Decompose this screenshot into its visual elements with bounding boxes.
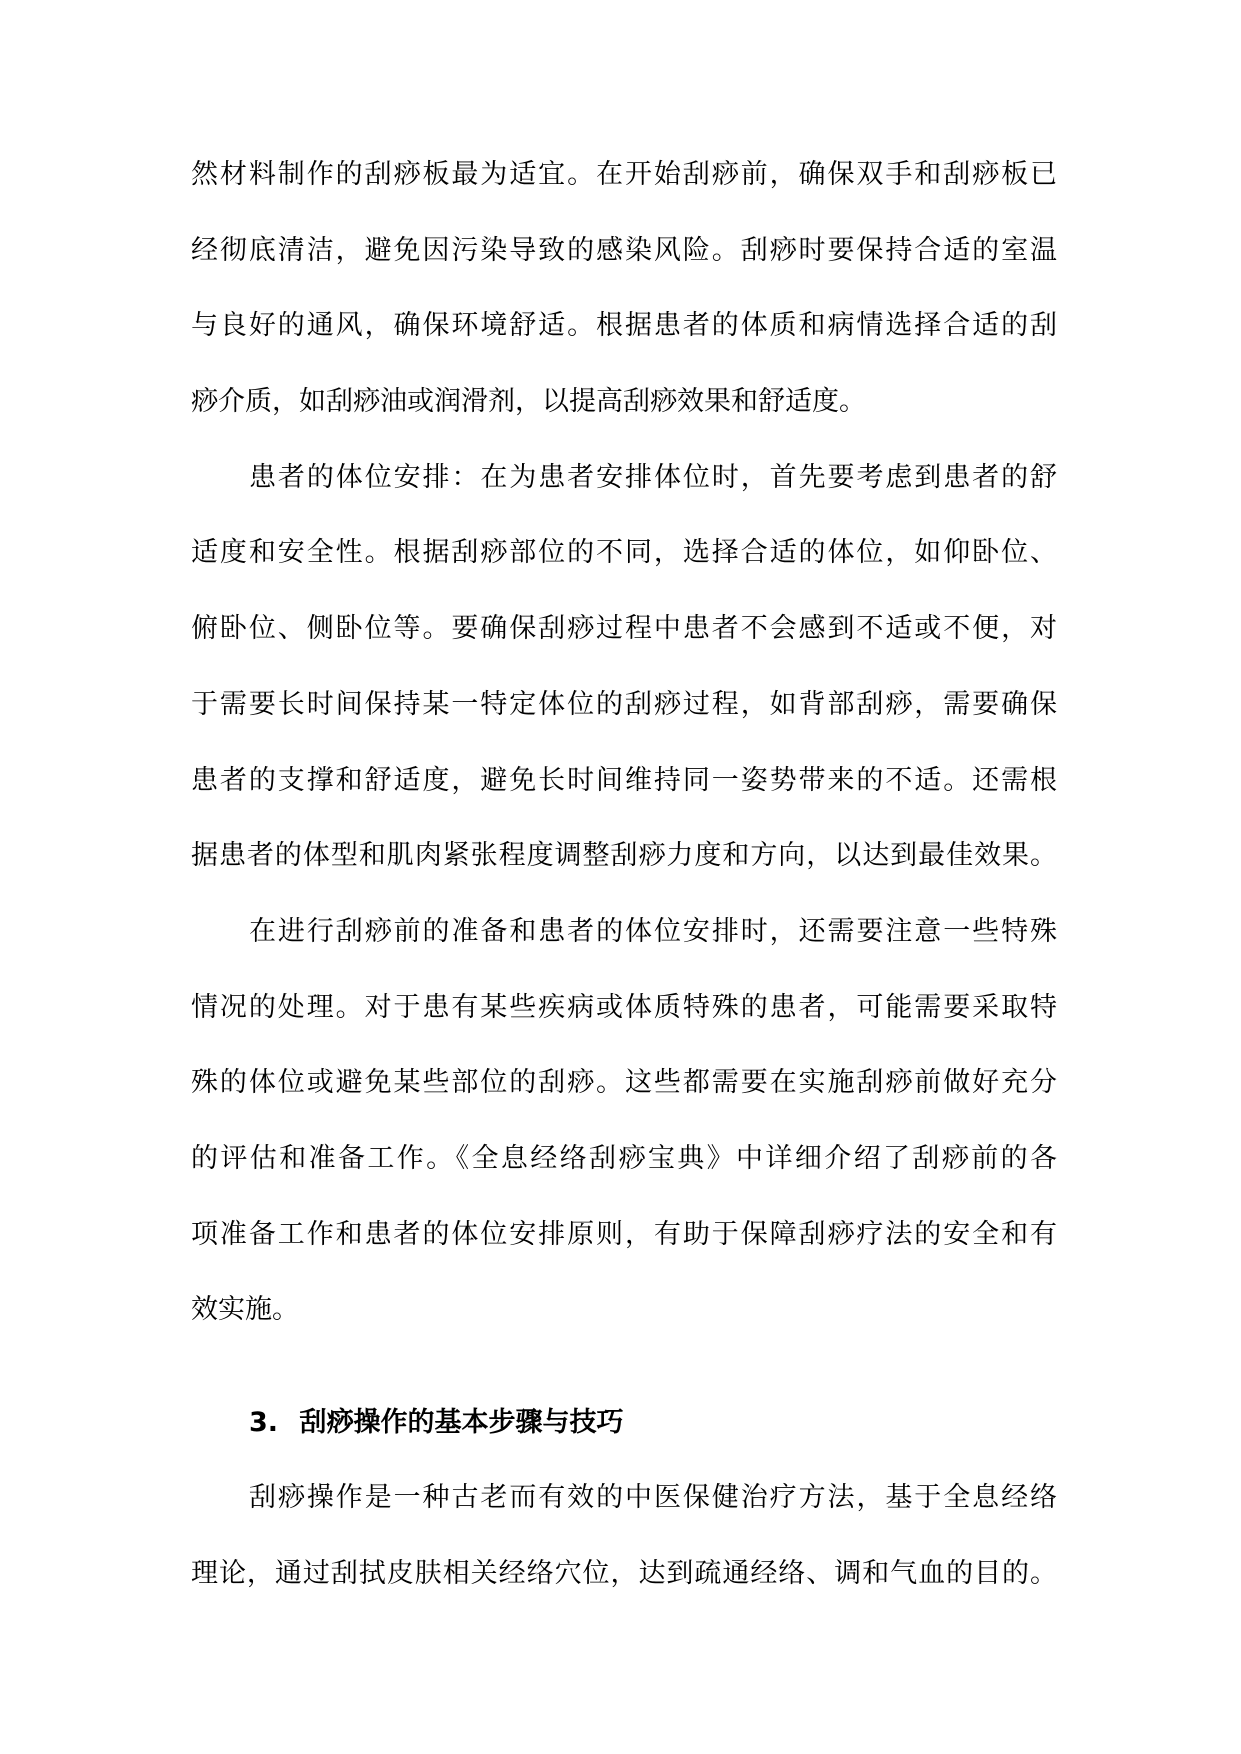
text-line: 在进行刮痧前的准备和患者的体位安排时，还需要注意一些特殊 (249, 915, 1057, 947)
text-line: 殊的体位或避免某些部位的刮痧。这些都需要在实施刮痧前做好充分 (191, 1067, 1057, 1099)
text-line: 然材料制作的刮痧板最为适宜。在开始刮痧前，确保双手和刮痧板已 (191, 159, 1057, 190)
text-line: 患者的体位安排：在为患者安排体位时，首先要考虑到患者的舒 (249, 461, 1057, 493)
text-line: 患者的支撑和舒适度，避免长时间维持同一姿势带来的不适。还需根 (191, 764, 1057, 796)
paragraph (191, 894, 1057, 1348)
text-line: 的评估和准备工作。《全息经络刮痧宝典》中详细介绍了刮痧前的各 (191, 1142, 1057, 1174)
text-line: 据患者的体型和肌肉紧张程度调整刮痧力度和方向，以达到最佳效果。 (191, 840, 1057, 872)
text-line: 适度和安全性。根据刮痧部位的不同，选择合适的体位，如仰卧位、 (191, 537, 1057, 569)
text-line: 俯卧位、侧卧位等。要确保刮痧过程中患者不会感到不适或不便，对 (191, 613, 1057, 645)
text-line: 于需要长时间保持某一特定体位的刮痧过程，如背部刮痧，需要确保 (191, 688, 1057, 720)
text-line: 经彻底清洁，避免因污染导致的感染风险。刮痧时要保持合适的室温 (191, 234, 1057, 266)
section-heading: 3. 刮痧操作的基本步骤与技巧 (249, 1406, 624, 1438)
text-line: 与良好的通风，确保环境舒适。根据患者的体质和病情选择合适的刮 (191, 310, 1057, 342)
paragraph (191, 1460, 1057, 1611)
document-page (191, 137, 1057, 1612)
text-line: 情况的处理。对于患有某些疾病或体质特殊的患者，可能需要采取特 (191, 991, 1057, 1023)
text-line: 项准备工作和患者的体位安排原则，有助于保障刮痧疗法的安全和有 (191, 1218, 1057, 1250)
text-line: 刮痧操作是一种古老而有效的中医保健治疗方法，基于全息经络 (249, 1482, 1057, 1514)
text-line: 理论，通过刮拭皮肤相关经络穴位，达到疏通经络、调和气血的目的。 (191, 1557, 1057, 1589)
paragraph (191, 137, 1057, 440)
text-line: 痧介质，如刮痧油或润滑剂，以提高刮痧效果和舒适度。 (191, 386, 866, 418)
paragraph (191, 440, 1057, 894)
text-line: 效实施。 (191, 1294, 299, 1326)
